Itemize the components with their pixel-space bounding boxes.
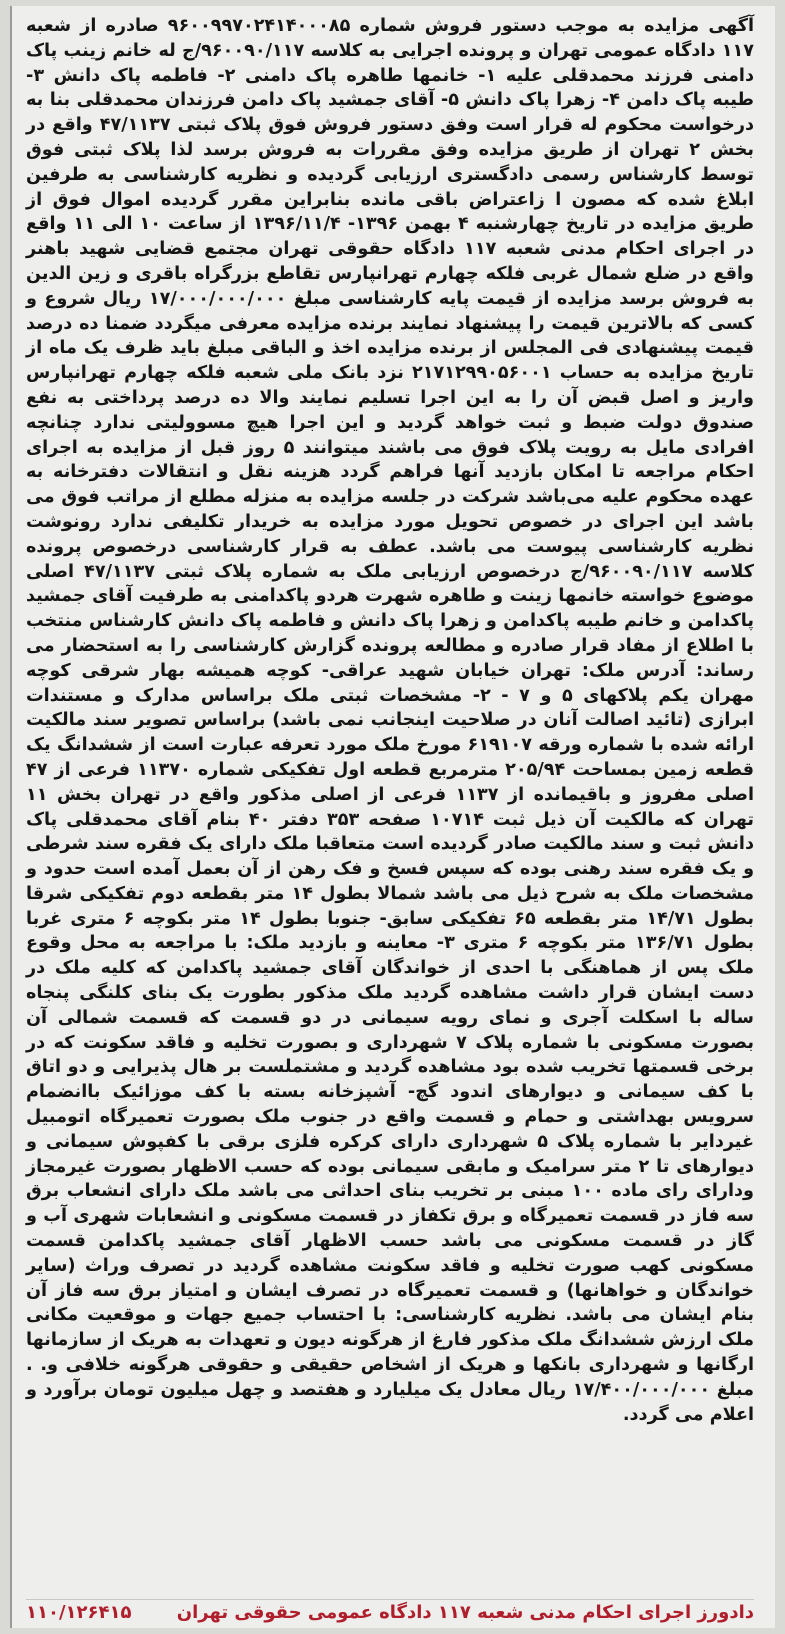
- notice-footer: [26, 1599, 754, 1626]
- auction-notice-text: آگهی مزایده به موجب دستور فروش شماره ۹۶۰۰۹۹۷۰۲۴۱۴۰۰۰۸۵ صادره از شعبه ۱۱۷ دادگاه عمومی تهران و پرونده اجرایی به کلاسه ۹۶۰۰۹۰/۱۱۷/ج له خانم زینب پاک دامنی فرزند محمدقلی علیه ۱- خانمها طاهره پاک دامنی ۲- فاطمه پاک دانش ۳- طیبه پاک دامن ۴- زهرا پاک دانش ۵- آقای جمشید پاک دامن فرزندان محمدقلی بنا به درخواست محکوم له قرار است وفق دستور فروش فوق پلاک ثبتی ۴۷/۱۱۳۷ واقع در بخش ۲ تهران از طریق مزایده وفق مقررات به فروش برسد لذا پلاک ثبتی فوق توسط کارشناس رسمی دادگستری ارزیابی گردیده و نظریه کارشناسی به طرفین ابلاغ شده که مصون ا زاعتراض باقی مانده بنابراین مقرر گردیده اموال فوق از طریق مزایده در تاریخ چهارشنبه ۴ بهمن ۱۳۹۶- ۱۳۹۶/۱۱/۴ از ساعت ۱۰ الی ۱۱ واقع در اجرای احکام مدنی شعبه ۱۱۷ دادگاه حقوقی تهران مجتمع قضایی شهید باهنر واقع در ضلع شمال غربی فلکه چهارم تهرانپارس تقاطع بزرگراه باقری و زین الدین به فروش برسد مزایده از قیمت پایه کارشناسی مبلغ ۱۷/۰۰۰/۰۰۰/۰۰۰ ریال شروع و کسی که بالاترین قیمت را پیشنهاد نمایند برنده مزایده معرفی میگردد ضمنا ده درصد قیمت پیشنهادی فی المجلس از برنده مزایده اخذ و الباقی مبلغ باید ظرف یک ماه از تاریخ مزایده به حساب ۲۱۷۱۲۹۹۰۵۶۰۰۱ نزد بانک ملی شعبه فلکه چهارم تهرانپارس واریز و اصل قبض آن را به این اجرا تسلیم نمایند والا ده درصد پرداختی به نفع صندوق دولت ضبط و ثبت خواهد گردید و این اجرا هیچ مسوولیتی ندارد چنانچه افرادی مایل به رویت پلاک فوق می باشند میتوانند ۵ روز قبل از مزایده به اجرای احکام مراجعه تا امکان بازدید آنها فراهم گردد هزینه نقل و انتقالات دفترخانه به عهده محکوم علیه می‌باشد شرکت در جلسه مزایده به منزله مطلع از مراتب فوق می باشد این اجرای در خصوص تحویل مورد مزایده به خریدار تکلیفی ندارد رونوشت نظریه کارشناسی پیوست می باشد. عطف به قرار کارشناسی درخصوص پرونده کلاسه ۹۶۰۰۹۰/۱۱۷/ج درخصوص ارزیابی ملک به شماره پلاک ثبتی ۴۷/۱۱۳۷ اصلی موضوع خواسته خانمها زینت و طاهره شهرت هردو پاکدامنی به طرفیت آقای جمشید پاکدامن و خانم طیبه پاکدامن و زهرا پاک دانش و فاطمه پاک دانش کارشناس منتخب با اطلاع از مفاد قرار صادره و مطالعه پرونده گزارش کارشناسی را به استحضار می رساند: آدرس ملک: تهران خیابان شهید عراقی- کوچه همیشه بهار شرقی کوچه مهران یکم پلاکهای ۵ و ۷ - ۲- مشخصات ثبتی ملک براساس مدارک و مستندات ابرازی (تائید اصالت آنان در صلاحیت اینجانب نمی باشد) براساس تصویر سند مالکیت ارائه شده با شماره ورقه ۶۱۹۱۰۷ مورخ ملک مورد تعرفه عبارت است از ششدانگ یک قطعه زمین بمساحت ۲۰۵/۹۴ مترمربع قطعه اول تفکیکی شماره ۱۱۳۷۰ فرعی از ۴۷ اصلی مفروز و باقیمانده از ۱۱۳۷ فرعی از اصلی مذکور واقع در تهران بخش ۱۱ تهران که مالکیت آن ذیل ثبت ۱۰۷۱۴ صفحه ۳۵۳ دفتر ۴۰ بنام آقای محمدقلی پاک دانش ثبت و سند مالکیت صادر گردیده است متعاقبا ملک دارای یک فقره سند شرطی و یک فقره سند رهنی بوده که سپس فسخ و فک رهن از آن بعمل آمده است حدود و مشخصات ملک به شرح ذیل می باشد شمالا بطول ۱۴ متر بقطعه دوم تفکیکی شرقا بطول ۱۴/۷۱ متر بقطعه ۶۵ تفکیکی سابق- جنوبا بطول ۱۴ متر بکوچه ۶ متری غربا بطول ۱۳۶/۷۱ متر بکوچه ۶ متری ۳- معاینه و بازدید ملک: با مراجعه به محل وقوع ملک پس از هماهنگی با احدی از خواندگان آقای جمشید پاکدامن که کلیه ملک در دست ایشان قرار داشت مشاهده گردید ملک مذکور بطورت یک بنای کلنگی پنجاه ساله با اسکلت آجری و نمای رویه سیمانی در دو قسمت که قسمت شمالی آن بصورت مسکونی با شماره پلاک ۷ شهرداری و بصورت تخلیه و فاقد سکونت که در برخی قسمتها تخریب شده بود مشاهده گردید و مشتملست بر هال پذیرایی و دو اتاق با کف سیمانی و دیوارهای اندود گچ- آشپزخانه بسته با کف موزائیک باانضمام سرویس بهداشتی و حمام و قسمت واقع در جنوب ملک بصورت تعمیرگاه اتومبیل غیردایر با شماره پلاک ۵ شهرداری دارای کرکره فلزی برقی با کفپوش سیمانی و دیوارهای تا ۲ متر سرامیک و مابقی سیمانی بوده که حسب الاظهار بصورت غیرمجاز ودارای رای ماده ۱۰۰ مبنی بر تخریب بنای احداثی می باشد ملک دارای انشعاب برق سه فاز در قسمت تعمیرگاه و برق تکفاز در قسمت مسکونی و انشعابات شهری آب و گاز در قسمت مسکونی می باشد حسب الاظهار آقای جمشید پاکدامن قسمت مسکونی کهب صورت تخلیه و فاقد سکونت مشاهده گردید در تصرف وراث (سایر خواندگان و خواهانها) و قسمت تعمیرگاه در تصرف ایشان و امتیاز برق سه فاز آن بنام ایشان می باشد. نظریه کارشناسی: با احتساب جمیع جهات و موقعیت مکانی ملک ارزش ششدانگ ملک مذکور فارغ از هرگونه دیون و تعهدات به هریک از سازمانها ارگانها و شهرداری بانکها و هریک از اشخاص حقیقی و حقوقی هرگونه خلافی و. . مبلغ ۱۷/۴۰۰/۰۰۰/۰۰۰ ریال معادل یک میلیارد و هفتصد و چهل میلیون تومان برآورد و اعلام می گردد.: [26, 16, 755, 1425]
- issuing-court: دادورز اجرای احکام مدنی شعبه ۱۱۷ دادگاه عمومی حقوقی تهران: [176, 1602, 754, 1623]
- notice-code: ۱۱۰/۱۲۶۴۱۵: [26, 1602, 132, 1623]
